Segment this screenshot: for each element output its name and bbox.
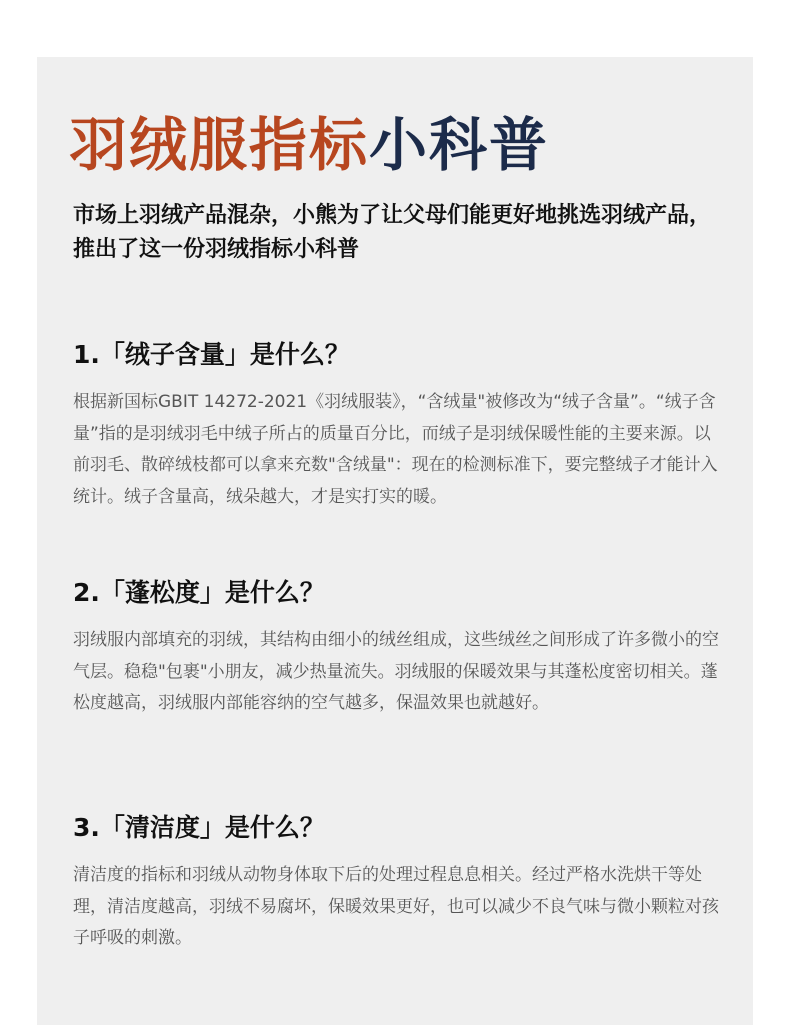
section-heading: 2.「蓬松度」是什么？ (73, 578, 325, 607)
content-card (37, 57, 753, 1025)
title-part-dark: 小科普 (369, 111, 550, 179)
section-cleanliness (73, 810, 723, 955)
title-part-accent: 羽绒服指标 (69, 111, 370, 179)
section-body: 根据新国标GBIT 14272-2021《羽绒服装》，“含绒量"被修改为“绒子含量”。“绒子含量”指的是羽绒羽毛中绒子所占的质量百分比，而绒子是羽绒保暖性能的主要来源。以前羽毛、散碎绒枝都可以拿来充数"含绒量"：现在的检测标准下，要完整绒子才能计入统计。绒子含量高，绒朵越大，才是实打实的暖。 (73, 392, 718, 507)
section-heading: 3.「清洁度」是什么？ (73, 813, 325, 842)
page-title (69, 105, 549, 185)
section-fill-power (73, 575, 723, 720)
section-heading: 1.「绒子含量」是什么？ (73, 340, 350, 369)
intro-text: 市场上羽绒产品混杂，小熊为了让父母们能更好地挑选羽绒产品，推出了这一份羽绒指标小科普 (73, 203, 712, 262)
section-body: 羽绒服内部填充的羽绒，其结构由细小的绒丝组成，这些绒丝之间形成了许多微小的空气层。稳稳"包裹"小朋友，减少热量流失。羽绒服的保暖效果与其蓬松度密切相关。蓬松度越高，羽绒服内部能容纳的空气越多，保温效果也就越好。 (73, 630, 719, 713)
section-down-cluster-content (73, 337, 723, 513)
section-body: 清洁度的指标和羽绒从动物身体取下后的处理过程息息相关。经过严格水洗烘干等处理，清洁度越高，羽绒不易腐坏，保暖效果更好，也可以减少不良气味与微小颗粒对孩子呼吸的刺激。 (73, 865, 719, 948)
